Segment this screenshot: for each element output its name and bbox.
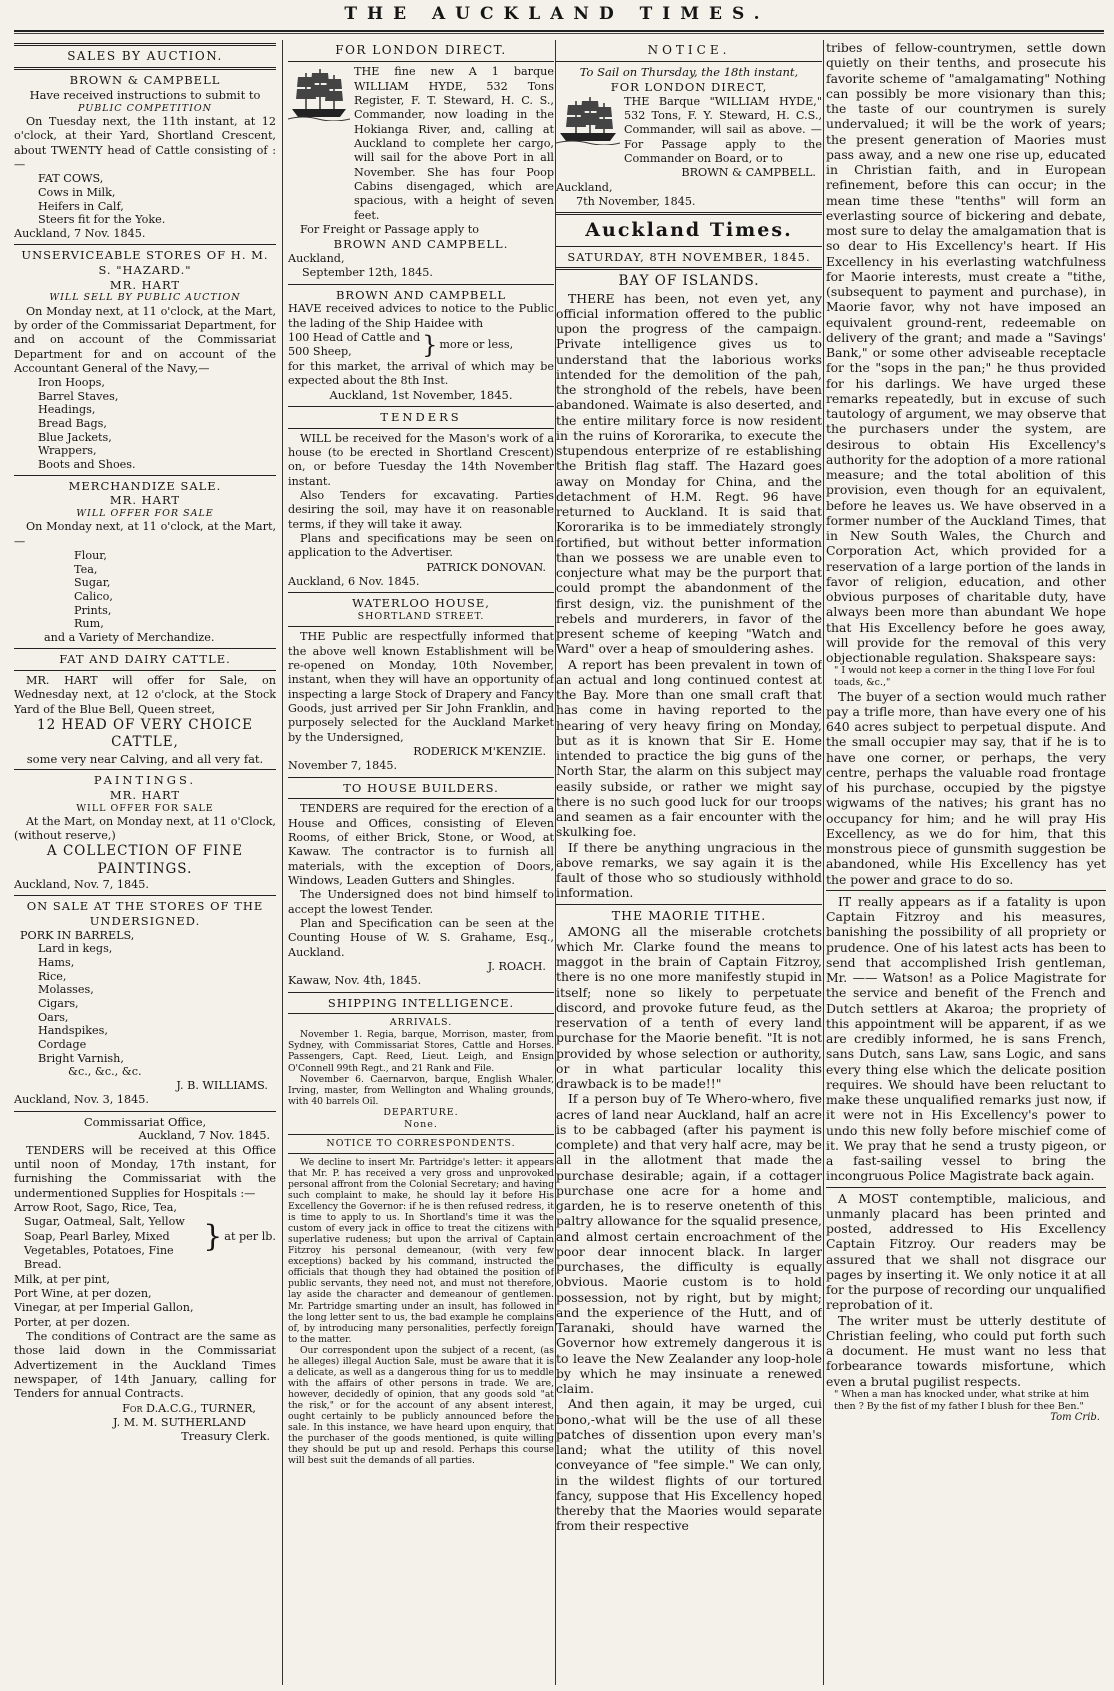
ad-firm: BROWN AND CAMPBELL. <box>333 237 509 252</box>
ad-big: A COLLECTION OF FINE PAINTINGS. <box>46 843 244 877</box>
rule <box>288 1013 554 1014</box>
list-item: Milk, at per pint, <box>14 1272 110 1286</box>
article-para: tribes of fellow-countrymen, settle down quietly on their tenths, and prosecute his favorite scheme of "amalgamating" Nothing can possibly be more visionary than this; the taste of our countrymen is surely undervalued; it will be the work of years; the present generation of Maories must pass away, and a new one rise up, educated in Christian faith, and in European refinement, before this can occur; in the mean time these "tenths" will form an everlasting source of bickering and debate, most sure to delay the amalgamation that is so dear to His Excellency's heart. If His Excellency in his everlasting watchfulness for Maorie interests, must create a "tithe, (subsequent to payment and purchase), in Maorie favor, why not have imposed an equivalent ground-rent, redeemable on delivery of the grant; and made a "Savings' Bank," or some other adviseable receptacle for the "sops in the pan;" he thus provided for his darlings. We have urged these remarks repeatedly, but in excuse of such tautology of argument, we may observe that the purchasers under the system, are desirous to obtain His Excellency's authority for the adoption of a more rational measure; and the total abolition of this provision, even though for an equivalent, before he leaves us. We have observed in a former number of the Auckland Times, that in New South Wales, the Church and Corporation Act, which provided for a reservation of a large portion of the lands in favor of religion, education, and other obvious purposes of charitable duty, have always been more than abundant We hope that His Excellency before he goes away, will provide for the removal of this very objectionable regulation. Shakspeare says: <box>826 40 1106 665</box>
list-item: Hams, <box>38 956 75 970</box>
list-item: Cigars, <box>38 997 79 1011</box>
article-para: If a person buy of Te Whero-whero, five acres of land near Auckland, half an acre is to be cabbaged (after his payment is complete) and that very half acre, may be all in the allotment that made the purchase desirable; again, if a cottager purchase one acre for a home and garden, he is to reserve onetenth of this paltry allowance for the squalid presence, and almost certain encroachment of the poor dear innocent black. In larger purchases, the difficulty is equally obvious. Maorie custom is to hold possession, not by right, but by might; and the experience of the Hutt, and of Taranaki, should have warned the Governor how extremely dangerous it is to leave the New Zealander any loop-hole by which he may insinuate a renewed claim. <box>556 1091 822 1397</box>
rule <box>288 798 554 799</box>
ad-heading: WATERLOO HOUSE, <box>352 596 490 611</box>
brace-items <box>14 1201 201 1273</box>
quote-attribution: Tom Crib. <box>1050 1412 1100 1424</box>
article-heading: BAY OF ISLANDS. <box>618 273 760 290</box>
ad-para: Plan and Specification can be seen at the Counting House of W. S. Grahame, Esq., Auckland. <box>288 916 554 959</box>
ad-para: Also Tenders for excavating. Parties desiring the soil, may have it on reasonable terms, if they will take it away. <box>288 489 554 531</box>
ad-items <box>14 376 276 472</box>
article-para: THERE has been, not even yet, any official information offered to the public upon the progress of the campaign. Private intelligence gives us to understand that the laborious works intended for the demolition of the pah, the stronghold of the rebels, have been abandoned. Waimate is also deserted, and the entire military force is now resident in the ruins of Kororarika, to execute the stupendous enterprize of re establishing the British flag staff. The Hazard goes away on Monday for China, and the detachment of H.M. Regt. 96 have returned to Auckland. It is said that Kororarika is to be immediately strongly fortified, but without better information than we possess we are unable even to conjecture what may be the purport that could prompt the abandonment of the first design, viz. the punishment of the rebels and murderers, in favor of the present scheme of keeping "Watch and Ward" over a heap of smouldering ashes. <box>556 290 822 657</box>
ad-tail: and a Variety of Merchandize. <box>44 630 215 644</box>
article-para: And then again, it may be urged, cui bono,-what will be the use of all these patches of dissention upon every man's land; what the utility of this novel conveyance of "fee simple." We can only, in the wildest flights of our tortured fancy, suppose that His Excellency hoped thereby that the Maories would separate from their respective <box>556 1396 822 1534</box>
ad-sub: WILL OFFER FOR SALE <box>76 802 214 814</box>
ad-ship-block <box>556 95 822 167</box>
column-3 <box>556 40 822 1685</box>
ad-date: Auckland, 1st November, 1845. <box>329 388 513 403</box>
list-item: Steers fit for the Yoke. <box>38 213 166 227</box>
list-item: Barrel Staves, <box>38 389 119 403</box>
ad-heading: UNSERVICEABLE STORES OF H. M. S. "HAZARD." <box>21 248 269 277</box>
ad-body: TENDERS will be received at this Office until noon of Monday, 17th instant, for furnishing the Commissariat with the undermentioned Supplies for Hospitals :— <box>14 1143 276 1200</box>
rule <box>14 43 276 46</box>
ad-signature: J. B. WILLIAMS. <box>176 1079 268 1092</box>
rule <box>288 592 554 593</box>
list-item: Prints, <box>74 603 112 617</box>
rule <box>14 895 276 896</box>
rule <box>288 1134 554 1135</box>
rule <box>288 61 554 62</box>
departure-value: None. <box>404 1118 438 1130</box>
list-item: Boots and Shoes. <box>38 458 136 472</box>
column-divider <box>823 40 824 1685</box>
list-item: Oars, <box>38 1010 69 1024</box>
list-item: Porter, at per dozen. <box>14 1315 131 1329</box>
list-item: Headings, <box>38 403 96 417</box>
article-heading: THE MAORIE TITHE. <box>611 907 767 923</box>
ad-italic: To Sail on Thursday, the 18th instant, <box>579 65 799 80</box>
list-item: Rice, <box>38 969 67 983</box>
ad-place: Auckland, <box>556 180 613 194</box>
article-quote: " I would not keep a corner in the thing I love For foul toads, &c.," <box>834 665 1095 688</box>
subheading: DEPARTURE. <box>383 1106 459 1118</box>
list-item: Flour, <box>74 549 107 563</box>
ad-heading: FOR LONDON DIRECT. <box>335 43 507 57</box>
dateline: SATURDAY, 8TH NOVEMBER, 1845. <box>567 249 811 264</box>
list-item: Port Wine, at per dozen, <box>14 1286 152 1300</box>
ad-brace-group <box>14 1201 276 1273</box>
ad-conditions: The conditions of Contract are the same as those laid down in the Commissariat Advertizement in the Auckland Times newspaper, of 14th January, calling for Tenders for annual Contracts. <box>14 1329 276 1401</box>
ad-sub: WILL OFFER FOR SALE <box>76 508 214 520</box>
rule <box>288 1153 554 1154</box>
ad-place: Auckland, <box>288 252 345 266</box>
section-heading: SHIPPING INTELLIGENCE. <box>327 995 515 1010</box>
list-item: Vinegar, at per Imperial Gallon, <box>14 1301 194 1315</box>
article-para: IT really appears as if a fatality is upon Captain Fitzroy and his measures, banishing the possibility of all propriety or prudence. One of his latest acts has been to send that accomplished Irish gentleman, Mr. —— Watson! as a Police Magistrate for the service and benefit of the French and Dutch settlers at Akaroa; the propriety of this appointment will be apparent, if as we are credibly informed, he is sans French, sans Dutch, sans Law, sans Logic, and sans every thing else which the delicate position requires. We should have been reluctant to make these unqualified remarks just now, if it were not in His Excellency's power to undo this new folly before mischief come of it. We pray that he send a trusty pigeon, or a fast-sailing vessel to bring the incongruous Police Magistrate back again. <box>826 893 1106 1184</box>
brace-items <box>288 331 420 360</box>
ad-sub: SHORTLAND STREET. <box>357 611 485 623</box>
ad-para: Plans and specifications may be seen on application to the Advertiser. <box>288 532 554 560</box>
ad-name: MR. HART <box>109 493 181 508</box>
ad-brace-group <box>288 331 554 360</box>
ad-body: TENDERS are required for the erection of a House and Offices, consisting of Eleven Rooms, of either Brick, Stone, or Wood, at Kawaw. The contractor is to furnish all materials, with the exception of Doors, Windows, Leaden Gutters and Shingles. <box>288 802 554 887</box>
ad-items <box>14 549 276 631</box>
column-divider <box>282 40 283 1685</box>
brace-label: more or less, <box>439 338 514 352</box>
brace-glyph: } <box>203 1218 223 1254</box>
rule <box>14 1111 276 1112</box>
ad-intro: Have received instructions to submit to <box>29 88 261 103</box>
list-item: Bread Bags, <box>38 417 107 431</box>
ad-sub: FOR LONDON DIRECT, <box>610 80 768 95</box>
list-item: Heifers in Calf, <box>38 199 124 213</box>
ad-date: Auckland, 7 Nov. 1845. <box>138 1129 270 1143</box>
ad-body: On Monday next, at 11 o'clock, at the Mart,— <box>14 520 276 548</box>
ad-heading: PAINTINGS. <box>93 773 197 788</box>
rule <box>826 1187 1106 1188</box>
rule <box>14 244 276 245</box>
rule <box>14 648 276 649</box>
list-item: Molasses, <box>38 983 94 997</box>
rule <box>556 61 822 62</box>
column-4 <box>826 40 1106 1685</box>
list-item: Calico, <box>74 589 113 603</box>
rule <box>14 769 276 770</box>
ad-body: On Monday next, at 11 o'clock, at the Mart, by order of the Commissariat Department, for and on account of the Commissariat Department for and on account of the Accountant General of the Navy,— <box>14 304 276 375</box>
ad-date: 7th November, 1845. <box>576 195 696 209</box>
list-item: Bright Varnish, <box>38 1051 124 1065</box>
article-para: The writer must be utterly destitute of Christian feeling, who could put forth such a document. He must want no less that forbearance towards misfortune, which even a brutal pugilist respects. <box>826 1312 1106 1389</box>
rule <box>288 626 554 627</box>
ad-body: THE Public are respectfully informed that the above well known Establishment will be re-opened on Monday, 10th November, instant, when they will have an opportunity of inspecting a large Stock of Drapery and Fancy Goods, just arrived per Sir John Franklin, and purposely selected for the Auckland Market by the Undersigned, <box>288 630 554 744</box>
notice-para: Our correspondent upon the subject of a recent, (as he alleges) illegal Auction Sale, must be aware that it is a delicate, as well as a dangerous thing for us to meddle with the affairs of other persons in trade. We are, however, decidedly of opinion, that any goods sold "at the risk," or for the account of any absent interest, ought certainly to be publicly announced before the sale. In this instance, we have heard upon enquiry, that the purchaser of the goods mentioned, is quite willing they should be put up and resold. Perhaps this course will best suit the demands of all parties. <box>288 1344 554 1466</box>
ad-heading: MERCHANDIZE SALE. <box>68 478 222 493</box>
article-para: The buyer of a section would much rather pay a trifle more, than have every one of his 640 acres subject to perpetual dispute. And the small occupier may say, that if he is to have one corner, or perhaps, the very centre, perhaps the valuable road frontage of his purchase, occupied by the pigstye wigwams of the natives; his grant has no occupancy for him; and he will pray His Excellency, as we do for him, that this monstrous piece of gunsmith suggestion be abandoned, while His Excellency has yet the power and grace to do so. <box>826 688 1106 887</box>
article-para: A report has been prevalent in town of an actual and long continued contest at the Bay. More than one small craft that has come in having reported to the hearing of very heavy firing on Monday, but as it is known that Sir E. Home intended to practice the big guns of the North Star, the alarm on this subject may easily subside, or rather we might say there is no such good luck for our troops and seamen as a fair encounter with the skulking foe. <box>556 656 822 840</box>
ad-heading: BROWN AND CAMPBELL <box>335 287 507 302</box>
list-item: Soap, Pearl Barley, Mixed <box>24 1229 170 1243</box>
rule <box>288 992 554 993</box>
ad-heading: NOTICE. <box>647 43 731 57</box>
list-item: Tea, <box>74 562 98 576</box>
ad-body: On Tuesday next, the 11th instant, at 12 o'clock, at their Yard, Shortland Crescent, about TWENTY head of Cattle consisting of :— <box>14 114 276 171</box>
list-item: Sugar, Oatmeal, Salt, Yellow <box>24 1215 185 1229</box>
list-item: &c., &c., &c. <box>68 1065 142 1079</box>
ad-body: THE fine new A 1 barque WILLIAM HYDE, 532 Tons Register, F. T. Steward, H. C. S., Commander, now loading in the Hokianga River, and, calling at Auckland to complete her cargo, will sail for the above Port in all November. She has four Poop Cabins disengaged, which are spacious, with a height of seven feet. <box>354 65 554 222</box>
rule <box>288 777 554 778</box>
ad-body: At the Mart, on Monday next, at 11 o'Clock, (without reserve,) <box>14 814 276 843</box>
ad-big: 12 HEAD OF VERY CHOICE CATTLE, <box>37 716 253 751</box>
ad-date: Auckland, Nov. 7, 1845. <box>14 878 149 892</box>
ad-ship-block <box>288 65 554 223</box>
ad-date: Kawaw, Nov. 4th, 1845. <box>288 974 422 988</box>
ad-tail: for this market, the arrival of which may be expected about the 8th Inst. <box>288 359 554 388</box>
ad-sub: WILL SELL BY PUBLIC AUCTION <box>49 292 241 304</box>
ship-icon <box>288 65 350 121</box>
article-para: AMONG all the miserable crotchets which Mr. Clarke found the means to maggot in the brain of Captain Fitzroy, there is no one more manifestly stupid in itself; none so likely to perpetuate discord, and provoke future feud, as the reservation of a tenth of every land purchase for the Maorie benefit. "It is not provided by whose selection or authority, or in what particular locality this drawback is to be made!!" <box>556 923 822 1092</box>
list-item: Bread. <box>24 1258 62 1272</box>
ad-heading: ON SALE AT THE STORES OF THE UNDERSIGNED. <box>26 899 264 929</box>
list-item: FAT COWS, <box>38 172 104 186</box>
ad-date: November 7, 1845. <box>288 759 398 773</box>
rule <box>556 212 822 215</box>
ad-signature: PATRICK DONOVAN. <box>426 560 546 574</box>
rule <box>826 890 1106 891</box>
rule <box>14 475 276 476</box>
brace-label: at per lb. <box>224 1229 276 1243</box>
rule <box>556 904 822 905</box>
ad-body: WILL be received for the Mason's work of a house (to be erected in Shortland Crescent) on, or before Tuesday the 14th November instant. <box>288 431 554 488</box>
ad-signature: RODERICK M'KENZIE. <box>413 744 546 758</box>
ad-heading: TENDERS <box>380 410 462 425</box>
list-item: Arrow Root, Sago, Rice, Tea, <box>14 1201 177 1215</box>
rule <box>288 428 554 429</box>
shipping-arrival: November 6. Caernarvon, barque, English Whaler, Irving, master, from Wellington and Whaling grounds, with 40 barrels Oil. <box>288 1073 554 1107</box>
ad-name: MR. HART <box>109 787 181 802</box>
ad-title: Treasury Clerk. <box>181 1430 270 1444</box>
ad-office: Commissariat Office, <box>83 1114 207 1129</box>
list-item: Handspikes, <box>38 1024 108 1038</box>
ad-items <box>14 929 276 1079</box>
ad-date: September 12th, 1845. <box>302 266 433 280</box>
ad-apply: For Freight or Passage apply to <box>300 222 480 236</box>
ad-comp: PUBLIC COMPETITION <box>78 102 212 114</box>
rule <box>14 670 276 671</box>
list-item: Cordage <box>38 1038 87 1052</box>
ad-tail: some very near Calving, and all very fat. <box>26 751 264 766</box>
subheading: ARRIVALS. <box>389 1017 453 1029</box>
ad-name: MR. HART <box>109 277 181 292</box>
article-para: If there be anything ungracious in the above remarks, we say again it is the fault of those who so studiously withhold information. <box>556 839 822 901</box>
rule <box>556 267 822 270</box>
rule <box>556 246 822 247</box>
list-item: Cows in Milk, <box>38 185 116 199</box>
ad-signature: J. M. M. SUTHERLAND <box>112 1415 246 1429</box>
list-item: PORK IN BARRELS, <box>20 928 135 942</box>
list-item: 500 Sheep, <box>288 345 352 359</box>
ad-body: THE Barque "WILLIAM HYDE," 532 Tons, F. Y. Steward, H. C.S., Commander, will sail as above. — For Passage apply to the Commander on Board, or to <box>624 94 822 166</box>
ad-date: Auckland, Nov. 3, 1845. <box>14 1093 149 1107</box>
list-item: Rum, <box>74 617 104 631</box>
brace-glyph: } <box>422 331 438 360</box>
paper-title: Auckland Times. <box>585 219 793 242</box>
ad-heading: TO HOUSE BUILDERS. <box>343 780 499 795</box>
list-item: Lard in kegs, <box>38 942 113 956</box>
masthead-title: THE AUCKLAND TIMES. <box>344 4 770 24</box>
ad-para: The Undersigned does not bind himself to accept the lowest Tender. <box>288 888 554 916</box>
ad-body: HAVE received advices to notice to the Public the lading of the Ship Haidee with <box>288 302 554 330</box>
rule <box>288 406 554 407</box>
list-item: Wrappers, <box>38 444 97 458</box>
rule <box>288 284 554 285</box>
section-heading: SALES BY AUCTION. <box>67 49 223 63</box>
ad-for: For D.A.C.G., TURNER, <box>122 1401 256 1415</box>
ad-firm: BROWN & CAMPBELL. <box>681 166 816 180</box>
section-heading: NOTICE TO CORRESPONDENTS. <box>326 1137 516 1149</box>
ad-items <box>14 172 276 227</box>
masthead-rule <box>14 30 1104 34</box>
list-item: 100 Head of Cattle and <box>288 331 421 345</box>
article-quote: " When a man has knocked under, what strike at him then ? By the fist of my father I blush for thee Ben." <box>834 1388 1090 1412</box>
notice-para: We decline to insert Mr. Partridge's letter: it appears that Mr. P. has received a very gross and unprovoked personal affront from the Colonial Secretary; and having such complaint to make, he should lay it before His Excellency the Governor: if he is then refused redress, it is time to apply to us. In Shortland's time it was the custom of every jack in office to treat the citizens with superlative rudeness; but upon the arrival of Captain Fitzroy his personal demeanour, (with very few exceptions) backed by his command, instructed the officials that though they had obtained the position of public servants, they need not, and must not therefore, lay aside the character and demeanour of gentlemen. Mr. Partridge smarting under an insult, has followed in the long letter sent to us, the bad example he complains of, by introducing many personalities, perfectly foreign to the matter. <box>288 1157 554 1345</box>
shipping-arrival: November 1. Regia, barque, Morrison, master, from Sydney, with Commissariat Stores, Cattle and Horses. Passengers, Capt. Reed, Lieut. Leigh, and Ensign O'Connell 99th Regt., and 21 Rank and File. <box>288 1029 554 1074</box>
ad-date: Auckland, 7 Nov. 1845. <box>14 226 146 240</box>
ad-signature: J. ROACH. <box>487 959 546 973</box>
ship-icon <box>556 95 620 145</box>
column-1 <box>14 40 276 1685</box>
list-item: Blue Jackets, <box>38 430 112 444</box>
list-item: Iron Hoops, <box>38 376 105 390</box>
article-para: A MOST contemptible, malicious, and unmanly placard has been printed and posted, addressed to His Excellency Captain Fitzroy. Our readers may be assured that we shall not disgrace our pages by inserting it. We only notice it at all for the purpose of recording our unqualified reprobation of it. <box>826 1190 1106 1313</box>
list-item: Vegetables, Potatoes, Fine <box>24 1244 174 1257</box>
ad-firm: BROWN & CAMPBELL <box>69 73 221 88</box>
list-item: Sugar, <box>74 576 111 590</box>
ad-date: Auckland, 6 Nov. 1845. <box>288 575 420 589</box>
rule <box>14 67 276 70</box>
column-2 <box>288 40 554 1685</box>
ad-body: MR. HART will offer for Sale, on Wednesday next, at 12 o'clock, at the Stock Yard of the Blue Bell, Queen street, <box>14 674 276 716</box>
ad-heading: FAT AND DAIRY CATTLE. <box>59 652 231 667</box>
